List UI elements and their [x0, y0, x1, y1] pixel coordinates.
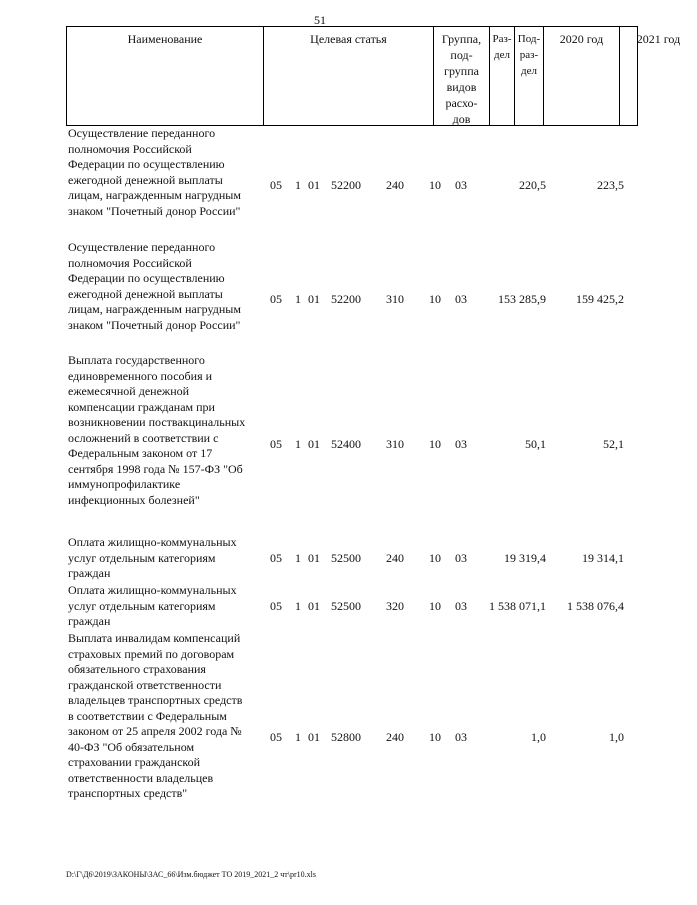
header-group-line: Группа,: [441, 32, 482, 46]
target-code-3: 01: [308, 178, 320, 192]
section-code: 10: [429, 178, 441, 192]
name-line: Федерации по осуществлению: [68, 157, 225, 171]
target-code-3: 01: [308, 292, 320, 306]
target-code-4: 52400: [331, 437, 361, 451]
row-name: [68, 583, 266, 630]
target-code-2: 1: [295, 178, 301, 192]
header-subsection-line: раз-: [519, 49, 539, 61]
row-name: [68, 631, 266, 802]
name-line: возникновении поствакцинальных: [68, 415, 246, 429]
group-code: 240: [386, 551, 404, 565]
target-code-2: 1: [295, 437, 301, 451]
group-code: 240: [386, 178, 404, 192]
name-line: услуг отдельным категориям: [68, 598, 216, 613]
header-2021: 2021 год: [619, 27, 697, 125]
target-code-1: 05: [270, 437, 282, 451]
value-2021: 1,0: [609, 730, 624, 744]
name-line: Федеральным законом от 17: [68, 446, 213, 460]
header-group: [433, 27, 489, 125]
section-code: 10: [429, 292, 441, 306]
name-line: обязательного страхования: [68, 662, 206, 676]
row-name: [68, 535, 266, 582]
header-target-article: Целевая статья: [263, 27, 433, 125]
header-group-line: группа: [444, 64, 479, 78]
row-name: [68, 240, 266, 333]
target-code-4: 52800: [331, 730, 361, 744]
header-section-line: дел: [494, 49, 510, 61]
value-2021: 1 538 076,4: [567, 599, 624, 613]
target-code-1: 05: [270, 292, 282, 306]
name-line: законом от 25 апреля 2002 года №: [68, 724, 242, 738]
value-2020: 153 285,9: [498, 292, 546, 306]
value-2021: 159 425,2: [576, 292, 624, 306]
name-line: единовременного пособия и: [68, 368, 213, 383]
header-2020: 2020 год: [543, 27, 619, 125]
target-code-4: 52500: [331, 599, 361, 613]
row-name: [68, 126, 266, 219]
group-code: 310: [386, 437, 404, 451]
target-code-1: 05: [270, 551, 282, 565]
name-line: полномочия Российской: [68, 141, 192, 156]
value-2020: 19 319,4: [504, 551, 546, 565]
header-section-line: Раз-: [492, 33, 512, 45]
value-2020: 50,1: [525, 437, 546, 451]
header-group-line: расхо-: [445, 96, 478, 110]
value-2020: 1,0: [531, 730, 546, 744]
name-line: полномочия Российской: [68, 255, 192, 270]
name-line: лицам, награжденным нагрудным: [68, 188, 241, 202]
header-name: Наименование: [127, 32, 203, 46]
name-line: ответственности владельцев: [68, 770, 214, 785]
target-code-1: 05: [270, 730, 282, 744]
target-code-4: 52200: [331, 292, 361, 306]
header-subsection: [514, 27, 543, 125]
target-code-1: 05: [270, 178, 282, 192]
value-2020: 220,5: [519, 178, 546, 192]
name-line: Осуществление переданного: [68, 126, 216, 140]
subsection-code: 03: [455, 730, 467, 744]
subsection-code: 03: [455, 178, 467, 192]
target-code-2: 1: [295, 551, 301, 565]
target-code-2: 1: [295, 599, 301, 613]
target-code-2: 1: [295, 292, 301, 306]
name-line: граждан: [68, 566, 111, 580]
name-line: ежемесячной денежной: [68, 384, 190, 398]
name-line: знаком "Почетный донор России": [68, 317, 241, 332]
section-code: 10: [429, 599, 441, 613]
name-line: ежегодной денежной выплаты: [68, 286, 223, 301]
name-line: знаком "Почетный донор России": [68, 203, 241, 218]
name-line: осложнений в соответствии с: [68, 430, 219, 445]
name-line: инфекционных болезней": [68, 492, 200, 507]
name-line: Осуществление переданного: [68, 240, 216, 254]
file-path-footer: D:\Г\Д6\2019\ЗАКОНЫ\ЗАС_66\Изм.бюджет ТО 2019_2021_2 чт\pr10.xls: [66, 870, 316, 879]
name-line: владельцев транспортных средств: [68, 693, 243, 707]
target-code-3: 01: [308, 730, 320, 744]
value-2021: 19 314,1: [582, 551, 624, 565]
subsection-code: 03: [455, 292, 467, 306]
target-code-2: 1: [295, 730, 301, 744]
name-line: компенсации гражданам при: [68, 399, 215, 414]
subsection-code: 03: [455, 599, 467, 613]
value-2021: 223,5: [597, 178, 624, 192]
header-group-line: видов: [446, 80, 477, 94]
group-code: 320: [386, 599, 404, 613]
header-section: [489, 27, 514, 125]
table-header: [66, 26, 681, 126]
subsection-code: 03: [455, 437, 467, 451]
target-code-4: 52500: [331, 551, 361, 565]
name-line: 40-ФЗ "Об обязательном: [68, 739, 195, 754]
name-line: сентября 1998 года № 157-ФЗ "Об: [68, 461, 243, 476]
header-group-line: под-: [450, 48, 473, 62]
row-name: [68, 353, 266, 508]
header-group-line: дов: [452, 112, 471, 126]
target-code-3: 01: [308, 437, 320, 451]
name-line: Выплата инвалидам компенсаций: [68, 631, 241, 645]
value-2020: 1 538 071,1: [489, 599, 546, 613]
target-code-1: 05: [270, 599, 282, 613]
name-line: в соответствии с Федеральным: [68, 708, 227, 723]
target-code-3: 01: [308, 551, 320, 565]
header-subsection-line: дел: [521, 65, 537, 77]
name-line: гражданской ответственности: [68, 677, 222, 692]
name-line: Оплата жилищно-коммунальных: [68, 583, 237, 597]
name-line: ежегодной денежной выплаты: [68, 172, 223, 187]
name-line: граждан: [68, 614, 111, 628]
section-code: 10: [429, 551, 441, 565]
name-line: Оплата жилищно-коммунальных: [68, 535, 237, 549]
name-line: иммунопрофилактике: [68, 477, 181, 491]
page-number: 51: [314, 13, 326, 27]
name-line: услуг отдельным категориям: [68, 550, 216, 565]
subsection-code: 03: [455, 551, 467, 565]
name-line: лицам, награжденным нагрудным: [68, 302, 241, 316]
group-code: 310: [386, 292, 404, 306]
name-line: страховании гражданской: [68, 755, 201, 769]
group-code: 240: [386, 730, 404, 744]
section-code: 10: [429, 437, 441, 451]
name-line: транспортных средств": [68, 786, 188, 800]
value-2021: 52,1: [603, 437, 624, 451]
header-subsection-line: Под-: [517, 33, 541, 45]
name-line: Выплата государственного: [68, 353, 205, 367]
name-line: страховых премий по договорам: [68, 646, 235, 661]
target-code-3: 01: [308, 599, 320, 613]
target-code-4: 52200: [331, 178, 361, 192]
name-line: Федерации по осуществлению: [68, 271, 225, 285]
section-code: 10: [429, 730, 441, 744]
